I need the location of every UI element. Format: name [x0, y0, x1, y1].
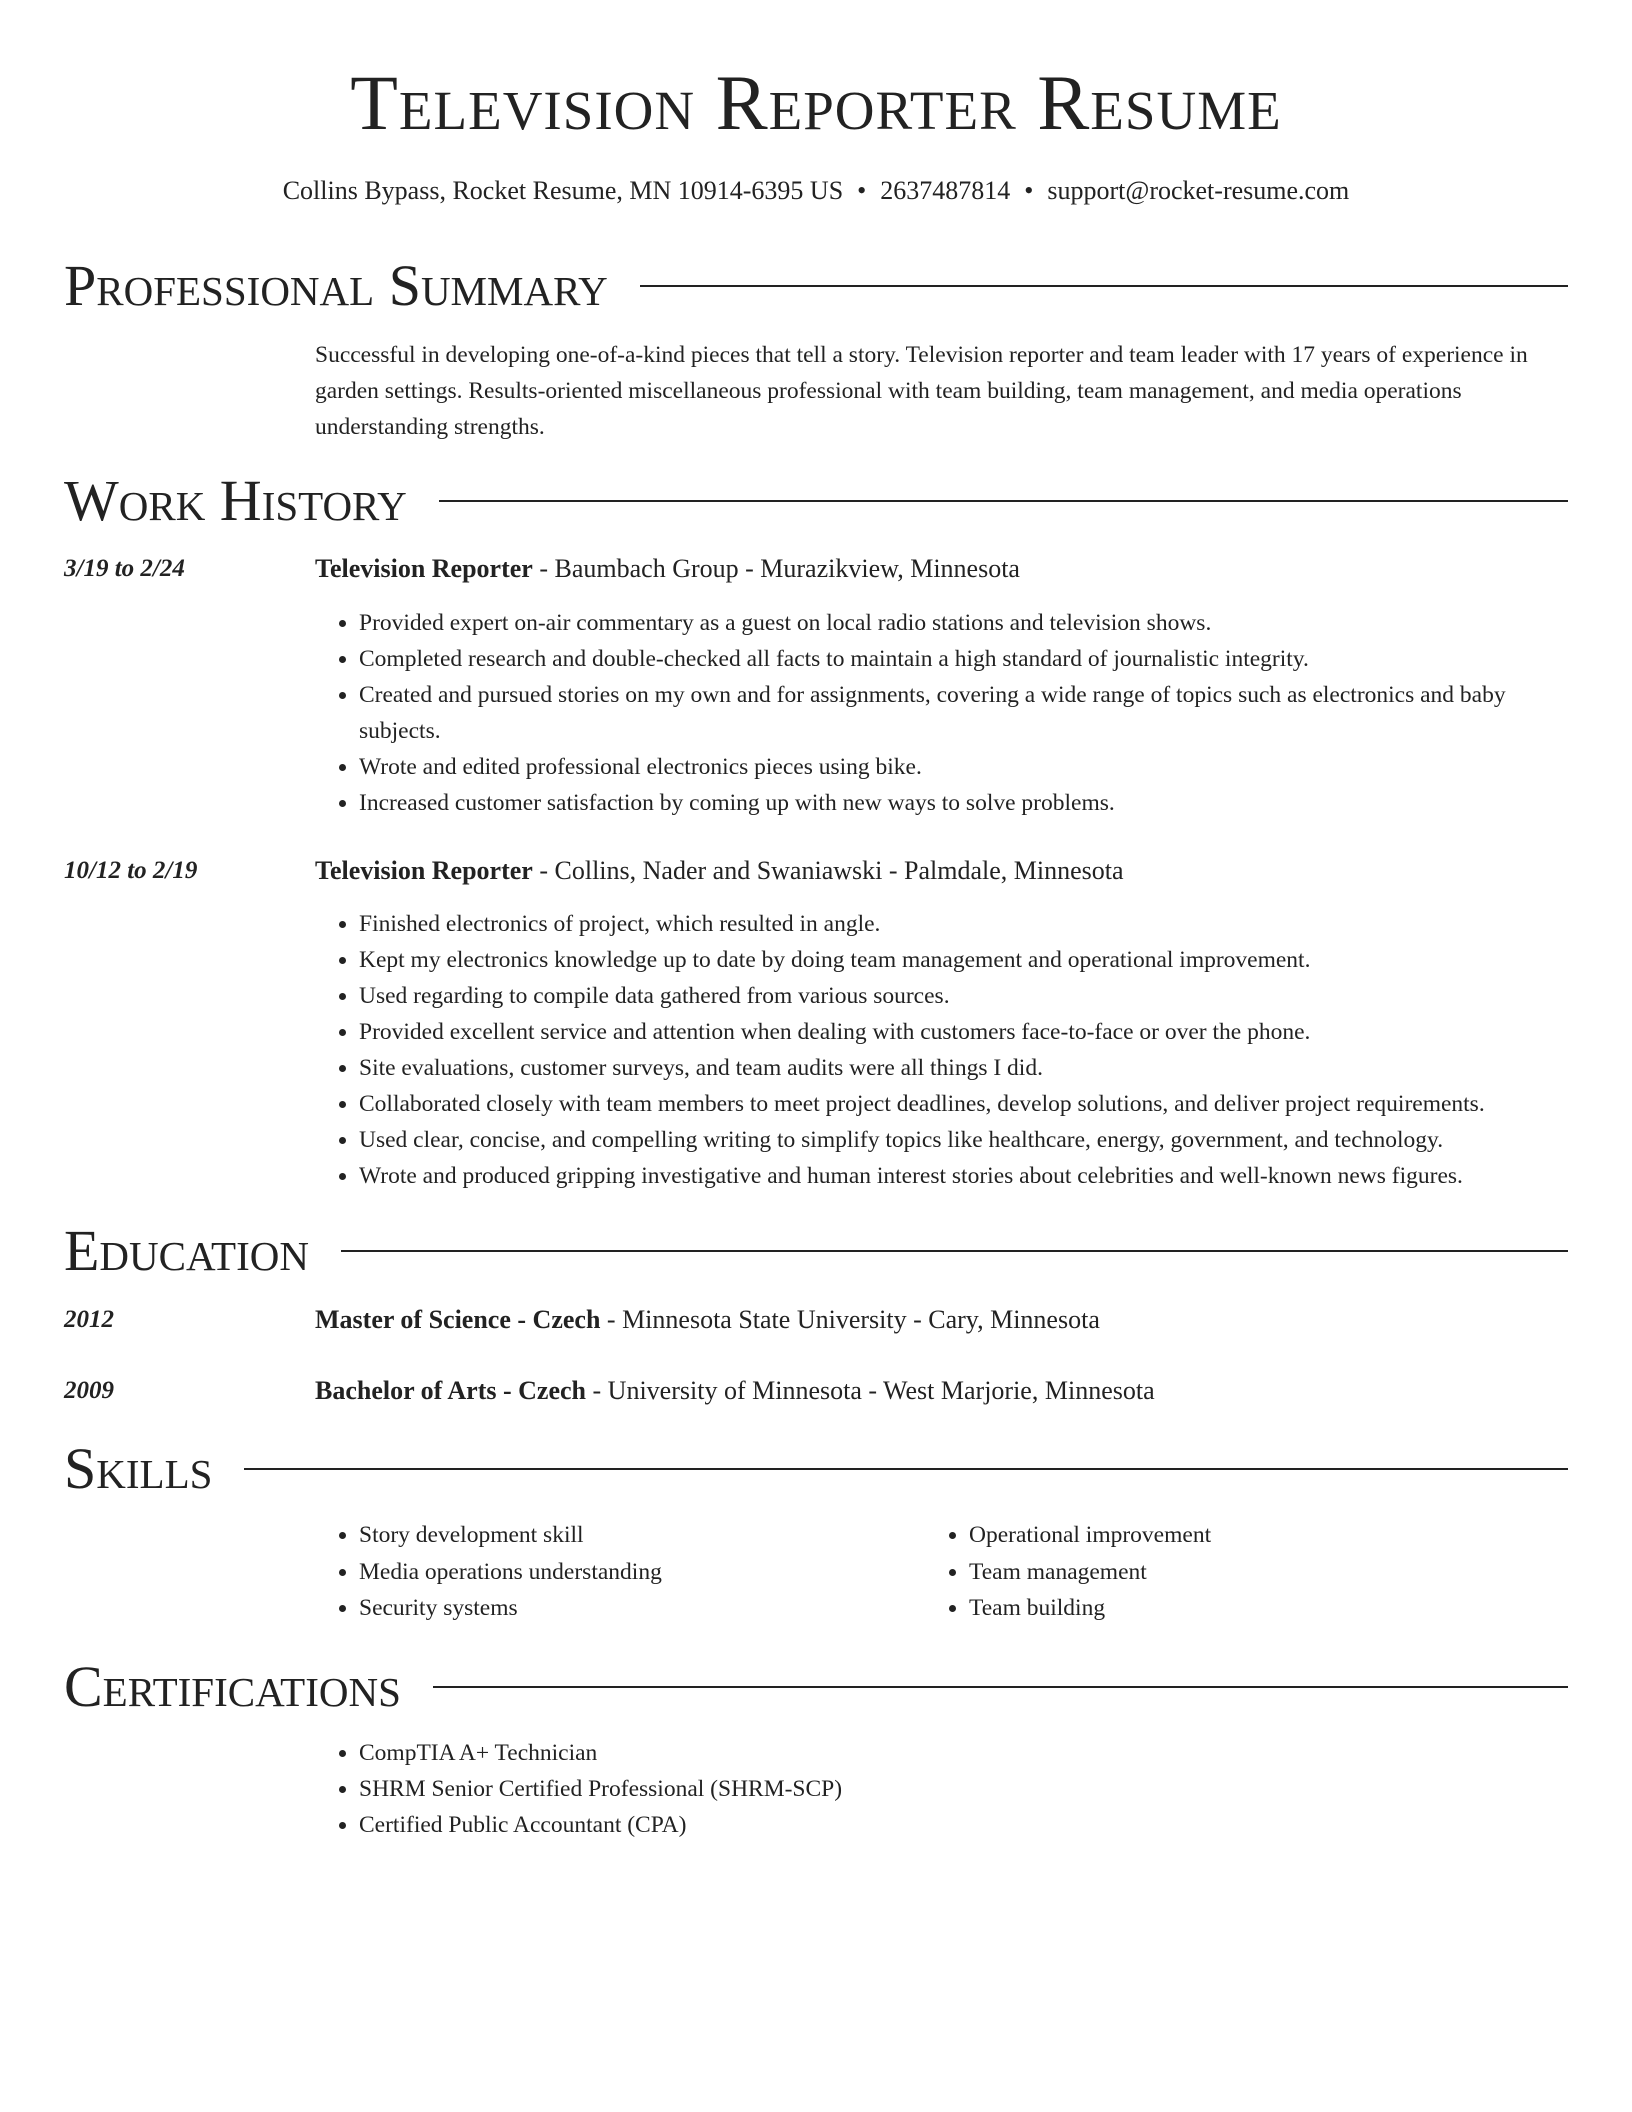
skill-item: • Operational improvement — [969, 1517, 1529, 1554]
section-title: Work History — [64, 468, 407, 533]
section-header-education — [64, 1219, 1568, 1283]
address: Collins Bypass, Rocket Resume, MN 10914-6395 US — [282, 176, 844, 205]
section-header-certifications — [64, 1655, 1568, 1719]
section-divider — [640, 285, 1568, 287]
education-heading — [315, 1375, 1568, 1407]
summary-text: Successful in developing one-of-a-kind pieces that tell a story. Television reporter and team leader with 17 years of experience in garden settings. Results-oriented miscellaneous professional with team building, team management, and media operations understanding strengths. — [315, 342, 1528, 440]
skill-item: • Security systems — [359, 1590, 919, 1627]
certification-item: • Certified Public Accountant (CPA) — [359, 1807, 1568, 1843]
section-title: Education — [64, 1218, 309, 1283]
skills-list-left — [315, 1517, 919, 1627]
list-item: • Completed research and double-checked all facts to maintain a high standard of journalistic integrity. — [359, 641, 1568, 677]
list-item: • Used regarding to compile data gathered from various sources. — [359, 978, 1568, 1014]
list-item: • Collaborated closely with team members to meet project deadlines, develop solutions, and deliver project requirements. — [359, 1086, 1568, 1122]
education-details: - Minnesota State University - Cary, Minnesota — [600, 1305, 1100, 1334]
section-divider — [433, 1686, 1568, 1688]
skill-item: • Story development skill — [359, 1517, 919, 1554]
section-title: Skills — [64, 1436, 213, 1501]
section-title: Certifications — [64, 1654, 401, 1719]
job-role: Television Reporter — [315, 856, 533, 885]
job-details: - Baumbach Group - Murazikview, Minnesota — [532, 554, 1020, 583]
list-item: • Created and pursued stories on my own and for assignments, covering a wide range of topics such as electronics and baby subjects. — [359, 677, 1568, 749]
section-header-work-history — [64, 469, 1568, 533]
certification-item: • CompTIA A+ Technician — [359, 1735, 1568, 1771]
skills-list-right — [925, 1517, 1529, 1627]
list-item: • Increased customer satisfaction by coming up with new ways to solve problems. — [359, 785, 1568, 821]
section-title: Professional Summary — [64, 253, 608, 318]
section-header-skills — [64, 1437, 1568, 1501]
list-item: • Finished electronics of project, which resulted in angle. — [359, 906, 1568, 942]
job-role: Television Reporter — [315, 554, 533, 583]
education-year: 2009 — [64, 1377, 114, 1404]
section-divider — [341, 1250, 1568, 1252]
job-heading — [315, 855, 1568, 887]
resume-title: Television Reporter Resume — [350, 59, 1282, 146]
job-bullet-list — [315, 906, 1568, 1194]
separator: • — [857, 176, 867, 205]
list-item: • Kept my electronics knowledge up to date by doing team management and operational improvement. — [359, 942, 1568, 978]
education-heading — [315, 1304, 1568, 1336]
skill-item: • Team management — [969, 1554, 1529, 1591]
phone: 2637487814 — [880, 176, 1011, 205]
list-item: • Provided expert on-air commentary as a guest on local radio stations and television shows. — [359, 605, 1568, 641]
education-details: - University of Minnesota - West Marjorie, Minnesota — [586, 1376, 1155, 1405]
education-year: 2012 — [64, 1306, 114, 1333]
job-details: - Collins, Nader and Swaniawski - Palmdale, Minnesota — [532, 856, 1124, 885]
degree: Master of Science - Czech — [315, 1305, 601, 1334]
list-item: • Used clear, concise, and compelling writing to simplify topics like healthcare, energy, government, and technology. — [359, 1122, 1568, 1158]
skill-item: • Media operations understanding — [359, 1554, 919, 1591]
list-item: • Wrote and edited professional electronics pieces using bike. — [359, 749, 1568, 785]
certifications-list — [315, 1735, 1568, 1843]
list-item: • Wrote and produced gripping investigative and human interest stories about celebrities and well-known news figures. — [359, 1158, 1568, 1194]
section-divider — [244, 1468, 1568, 1470]
section-divider — [439, 500, 1568, 502]
job-bullet-list — [315, 605, 1568, 821]
skill-item: • Team building — [969, 1590, 1529, 1627]
certification-item: • SHRM Senior Certified Professional (SHRM-SCP) — [359, 1771, 1568, 1807]
contact-line — [0, 175, 1632, 207]
degree: Bachelor of Arts - Czech — [315, 1376, 587, 1405]
section-header-summary — [64, 254, 1568, 318]
job-dates: 3/19 to 2/24 — [64, 555, 185, 582]
email: support@rocket-resume.com — [1047, 176, 1350, 205]
job-dates: 10/12 to 2/19 — [64, 857, 198, 884]
list-item: • Site evaluations, customer surveys, and team audits were all things I did. — [359, 1050, 1568, 1086]
list-item: • Provided excellent service and attention when dealing with customers face-to-face or over the phone. — [359, 1014, 1568, 1050]
job-heading — [315, 553, 1568, 585]
separator: • — [1024, 176, 1034, 205]
